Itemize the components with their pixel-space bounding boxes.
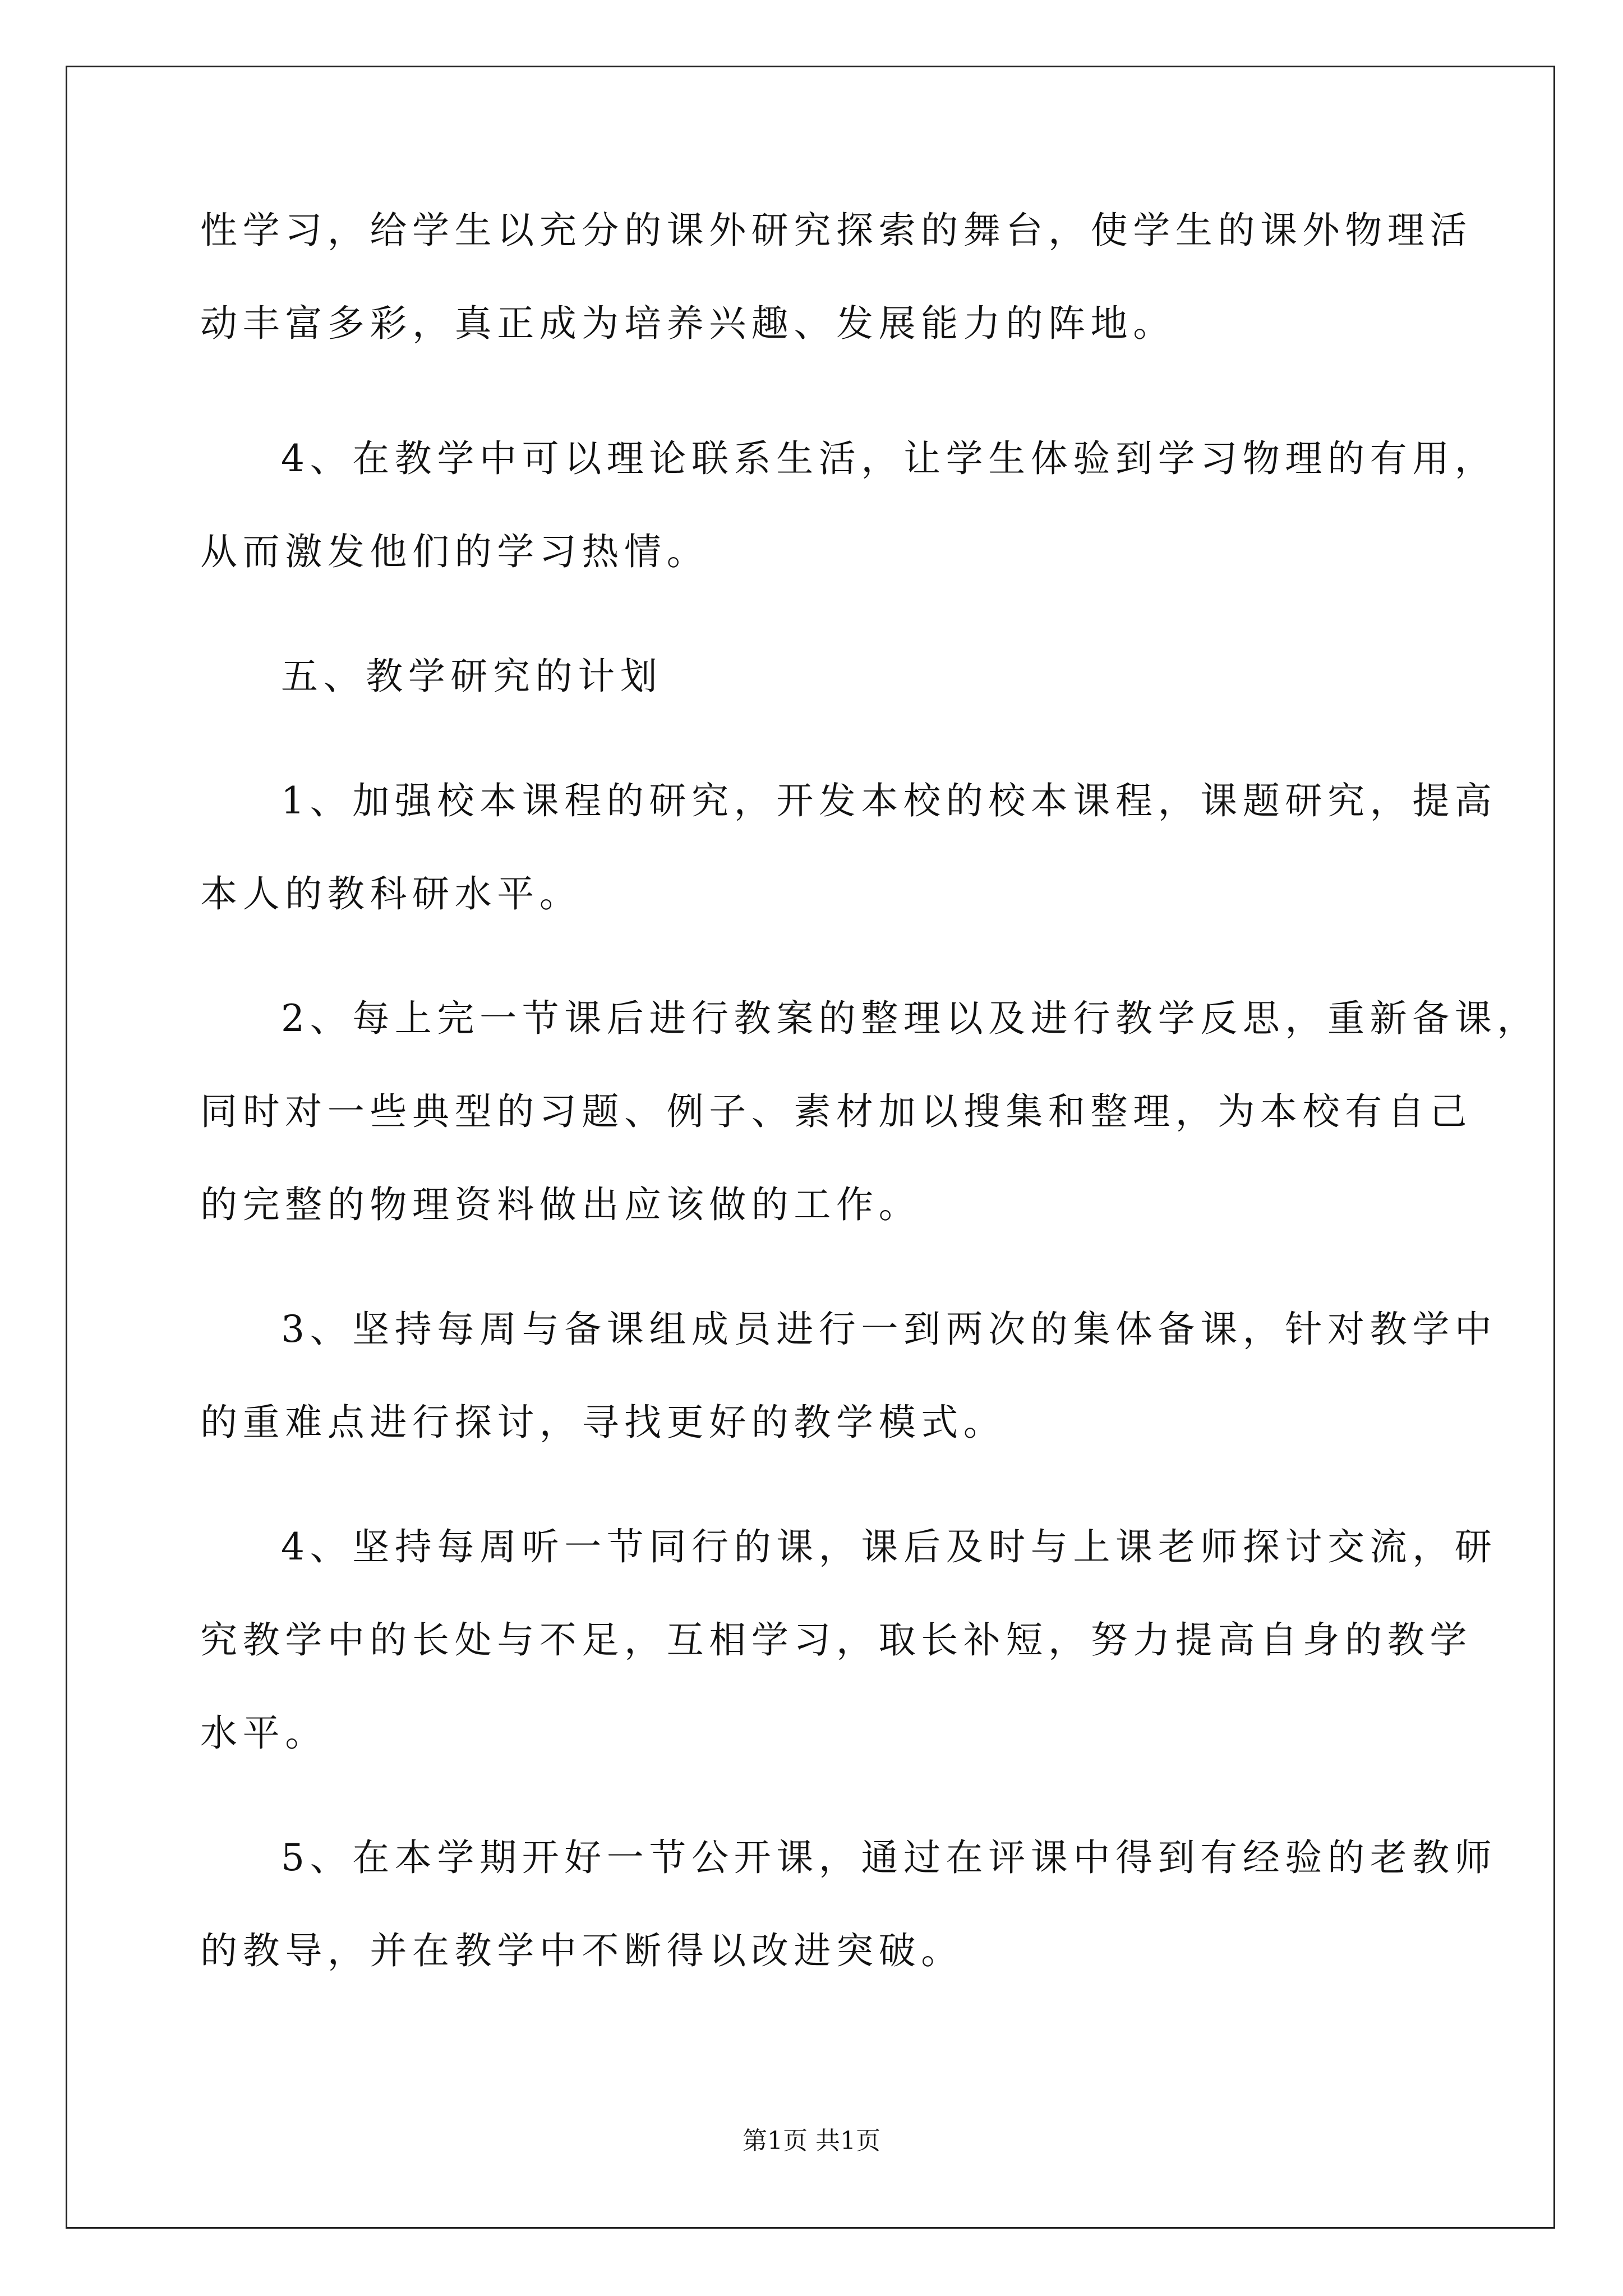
text-line: 性学习，给学生以充分的课外研究探索的舞台，使学生的课外物理活 (200, 209, 1472, 252)
text-line: 从而激发他们的学习热情。 (200, 530, 709, 573)
text-line: 1、加强校本课程的研究，开发本校的校本课程，课题研究，提高 (281, 779, 1497, 822)
text-line: 本人的教科研水平。 (200, 872, 582, 915)
text-line: 4、坚持每周听一节同行的课，课后及时与上课老师探讨交流，研 (281, 1525, 1497, 1568)
text-line: 水平。 (200, 1711, 328, 1755)
text-line: 同时对一些典型的习题、例子、素材加以搜集和整理，为本校有自己 (200, 1090, 1472, 1133)
text-line: 5、在本学期开好一节公开课，通过在评课中得到有经验的老教师 (281, 1836, 1497, 1879)
text-line: 的重难点进行探讨，寻找更好的教学模式。 (200, 1401, 1006, 1444)
section-heading: 五、教学研究的计划 (281, 655, 663, 698)
page-footer: 第1页 共1页 (743, 2127, 880, 2155)
text-line: 动丰富多彩，真正成为培养兴趣、发展能力的阵地。 (200, 302, 1175, 345)
text-line: 4、在教学中可以理论联系生活，让学生体验到学习物理的有用， (281, 437, 1497, 480)
page-border (66, 66, 1555, 2229)
text-line: 的教导，并在教学中不断得以改进突破。 (200, 1929, 963, 1972)
text-line: 3、坚持每周与备课组成员进行一到两次的集体备课，针对教学中 (281, 1308, 1497, 1351)
text-line: 2、每上完一节课后进行教案的整理以及进行教学反思，重新备课， (281, 997, 1539, 1040)
text-line: 的完整的物理资料做出应该做的工作。 (200, 1183, 921, 1226)
text-line: 究教学中的长处与不足，互相学习，取长补短，努力提高自身的教学 (200, 1618, 1472, 1662)
